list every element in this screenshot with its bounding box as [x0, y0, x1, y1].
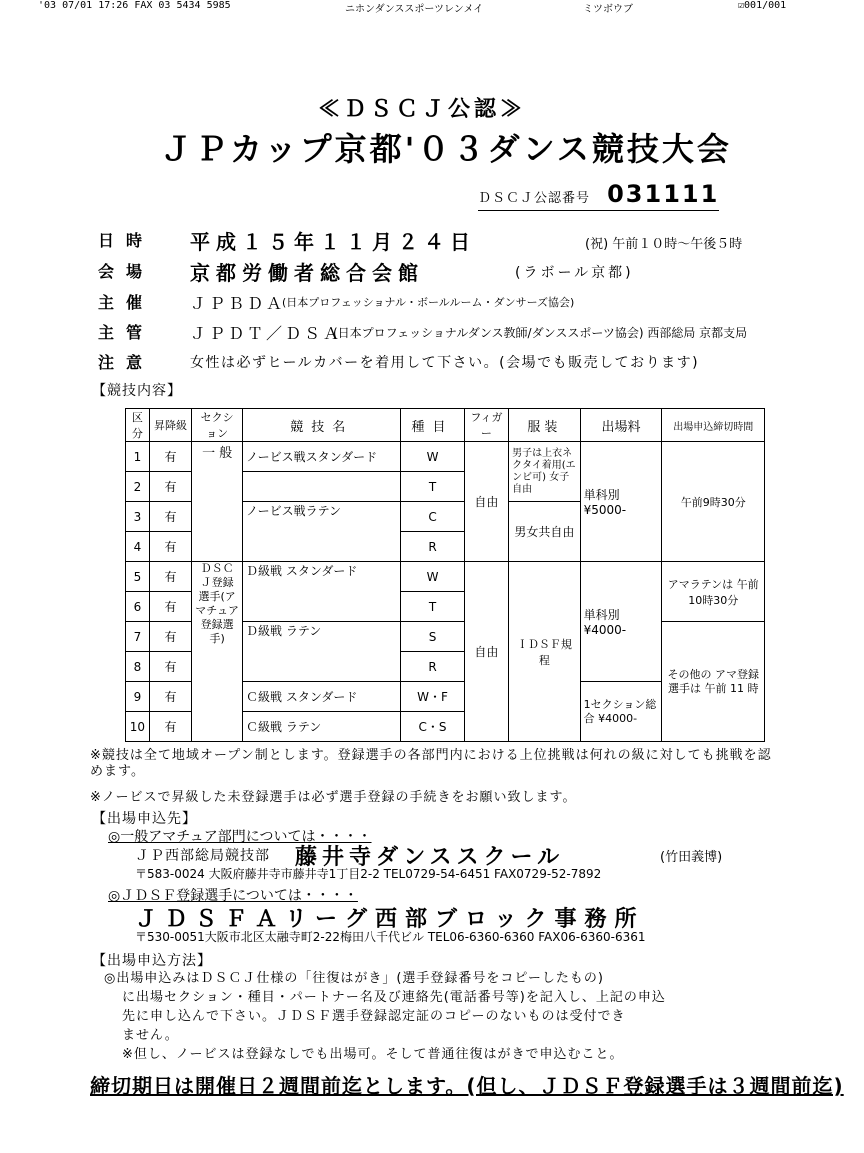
info-label-organizer: 主管	[98, 323, 155, 342]
th-dance: 種目	[401, 409, 464, 442]
row-rank: 有	[149, 442, 191, 472]
info-label-notice: 注意	[98, 353, 155, 372]
permit-block	[478, 180, 719, 211]
event-c-latin: Ｃ級戦 ラテン	[243, 712, 401, 742]
fax-header-sender: ニホンダンススポーツレンメイ	[345, 4, 484, 15]
row-rank: 有	[149, 532, 191, 562]
info-host-sub: (日本プロフェッショナル・ボールルーム・ダンサーズ協会)	[282, 296, 575, 309]
general-contact-person: (竹田義博)	[660, 850, 723, 865]
permit-number: 031111	[607, 180, 720, 208]
row-number: 6	[126, 592, 150, 622]
row-number: 5	[126, 562, 150, 592]
info-label-venue: 会場	[98, 262, 155, 281]
dress-standard: 男子は上衣ネクタイ着用(エンビ可) 女子自由	[509, 442, 580, 502]
table-header-row	[126, 409, 765, 442]
event-d-standard: Ｄ級戦 スタンダード	[243, 562, 401, 622]
row-rank: 有	[149, 592, 191, 622]
row-number: 4	[126, 532, 150, 562]
row-dance: R	[401, 532, 464, 562]
event-d-latin: Ｄ級戦 ラテン	[243, 622, 401, 682]
method-line-1: ◎出場申込みはＤＳＣＪ仕様の「往復はがき」(選手登録番号をコピーしたもの)	[104, 971, 604, 986]
jdsf-label: ◎ＪＤＳＦ登録選手については・・・・	[108, 888, 358, 904]
general-org: ＪＰ西部総局競技部	[135, 848, 270, 864]
info-host: ＪＰＢＤＡ	[190, 294, 286, 313]
th-fee: 出場料	[580, 409, 662, 442]
row-dance: W	[401, 562, 464, 592]
th-deadline: 出場申込締切時間	[662, 409, 765, 442]
event-novice-standard: ノービス戦スタンダード	[243, 442, 401, 472]
permit-label: ＤＳＣＪ公認番号	[478, 191, 591, 206]
general-label: ◎一般アマチュア部門については・・・・	[108, 829, 372, 845]
figure-free-1: 自由	[464, 442, 509, 562]
jdsf-office: ＪＤＳＦＡリーグ西部ブロック事務所	[135, 907, 645, 932]
fee-novice: 単科別 ¥5000-	[580, 442, 662, 562]
fee-section-total: 1セクション総合 ¥4000-	[580, 682, 662, 742]
row-rank: 有	[149, 622, 191, 652]
note-2: ※ノービスで昇級した未登録選手は必ず選手登録の手続きをお願い致します。	[90, 790, 577, 805]
general-address: 〒583-0024 大阪府藤井寺市藤井寺1丁目2-2 TEL0729-54-6451 FAX0729-52-7892	[135, 867, 602, 881]
info-time: (祝) 午前１０時～午後５時	[585, 237, 743, 252]
fax-header-left: '03 07/01 17:26 FAX 03 5434 5985	[38, 0, 231, 11]
dress-latin: 男女共自由	[509, 502, 580, 562]
info-venue: 京都労働者総合会館	[190, 261, 424, 285]
subtitle: ≪ＤＳＣＪ公認≫	[318, 96, 527, 122]
method-line-3: 先に申し込んで下さい。ＪＤＳＦ選手登録認定証のコピーのないものは受付でき	[122, 1009, 626, 1024]
row-dance: R	[401, 652, 464, 682]
info-label-host: 主催	[98, 293, 155, 312]
method-line-2: に出場セクション・種目・パートナー名及び連絡先(電話番号等)を記入し、上記の申込	[122, 990, 666, 1005]
method-line-4: ません。	[122, 1028, 179, 1043]
note-1: ※競技は全て地域オープン制とします。登録選手の各部門内における上位挑戦は何れの級に対しても挑戦を認めます。	[90, 748, 772, 779]
row-rank: 有	[149, 682, 191, 712]
row-rank: 有	[149, 502, 191, 532]
table-row	[126, 562, 765, 592]
row-number: 7	[126, 622, 150, 652]
row-dance: W	[401, 442, 464, 472]
row-number: 1	[126, 442, 150, 472]
info-venue-sub: (ラボール京都)	[515, 265, 634, 281]
general-school-name: 藤井寺ダンススクール	[295, 845, 565, 870]
dress-idsf: ＩＤＳＦ規程	[509, 562, 580, 742]
row-dance: W・F	[401, 682, 464, 712]
info-organizer: ＪＰＤＴ／ＤＳＡ	[190, 324, 343, 343]
deadline-novice: 午前9時30分	[662, 442, 765, 562]
deadline-amateur-other: その他の アマ登録選手は 午前 11 時	[662, 622, 765, 742]
info-organizer-sub: (日本プロフェッショナルダンス教師/ダンススポーツ協会) 西部総局 京都支局	[333, 326, 748, 340]
event-blank	[243, 472, 401, 502]
row-rank: 有	[149, 562, 191, 592]
row-number: 3	[126, 502, 150, 532]
table-row	[126, 442, 765, 472]
deadline-notice: 締切期日は開催日２週間前迄とします。(但し、ＪＤＳＦ登録選手は３週間前迄)	[90, 1074, 844, 1098]
jdsf-address: 〒530-0051大阪市北区太融寺町2-22梅田八千代ビル TEL06-6360-6360 FAX06-6360-6361	[135, 930, 646, 944]
row-rank: 有	[149, 712, 191, 742]
th-category: 区分	[126, 409, 150, 442]
info-date: 平成１５年１１月２４日	[190, 230, 476, 254]
row-dance: T	[401, 592, 464, 622]
th-event: 競技名	[243, 409, 401, 442]
row-dance: C	[401, 502, 464, 532]
fax-icon: ☑	[738, 0, 745, 11]
row-number: 8	[126, 652, 150, 682]
page-title: ＪＰカップ京都'０３ダンス競技大会	[160, 130, 732, 168]
info-notice: 女性は必ずヒールカバーを着用して下さい。(会場でも販売しております)	[190, 355, 700, 371]
method-line-5: ※但し、ノービスは登録なしでも出場可。そして普通往復はがきで申込むこと。	[122, 1047, 624, 1062]
info-label-date: 日時	[98, 231, 155, 250]
th-section: セクション	[192, 409, 243, 442]
row-dance: S	[401, 622, 464, 652]
th-figure: フィガー	[464, 409, 509, 442]
fax-header-sender2: ミツボウブ	[583, 4, 633, 15]
method-heading: 【出場申込方法】	[92, 953, 212, 969]
row-number: 10	[126, 712, 150, 742]
fee-class: 単科別 ¥4000-	[580, 562, 662, 682]
row-rank: 有	[149, 472, 191, 502]
event-novice-latin: ノービス戦ラテン	[243, 502, 401, 562]
section-competition-heading: 【競技内容】	[92, 383, 182, 399]
section-general: 一 般	[192, 442, 243, 562]
fax-header-page: ☑001/001	[738, 0, 787, 11]
row-rank: 有	[149, 652, 191, 682]
row-dance: T	[401, 472, 464, 502]
row-number: 9	[126, 682, 150, 712]
apply-heading: 【出場申込先】	[92, 811, 197, 827]
section-dscj: ＤＳＣＪ登録選手(アマチュア登録選手)	[192, 562, 243, 742]
event-c-standard: Ｃ級戦 スタンダード	[243, 682, 401, 712]
row-dance: C・S	[401, 712, 464, 742]
deadline-amateur-latin: アマラテンは 午前10時30分	[662, 562, 765, 622]
figure-free-2: 自由	[464, 562, 509, 742]
th-rank: 昇降級	[149, 409, 191, 442]
competition-table	[125, 408, 765, 742]
th-dress: 服装	[509, 409, 580, 442]
row-number: 2	[126, 472, 150, 502]
